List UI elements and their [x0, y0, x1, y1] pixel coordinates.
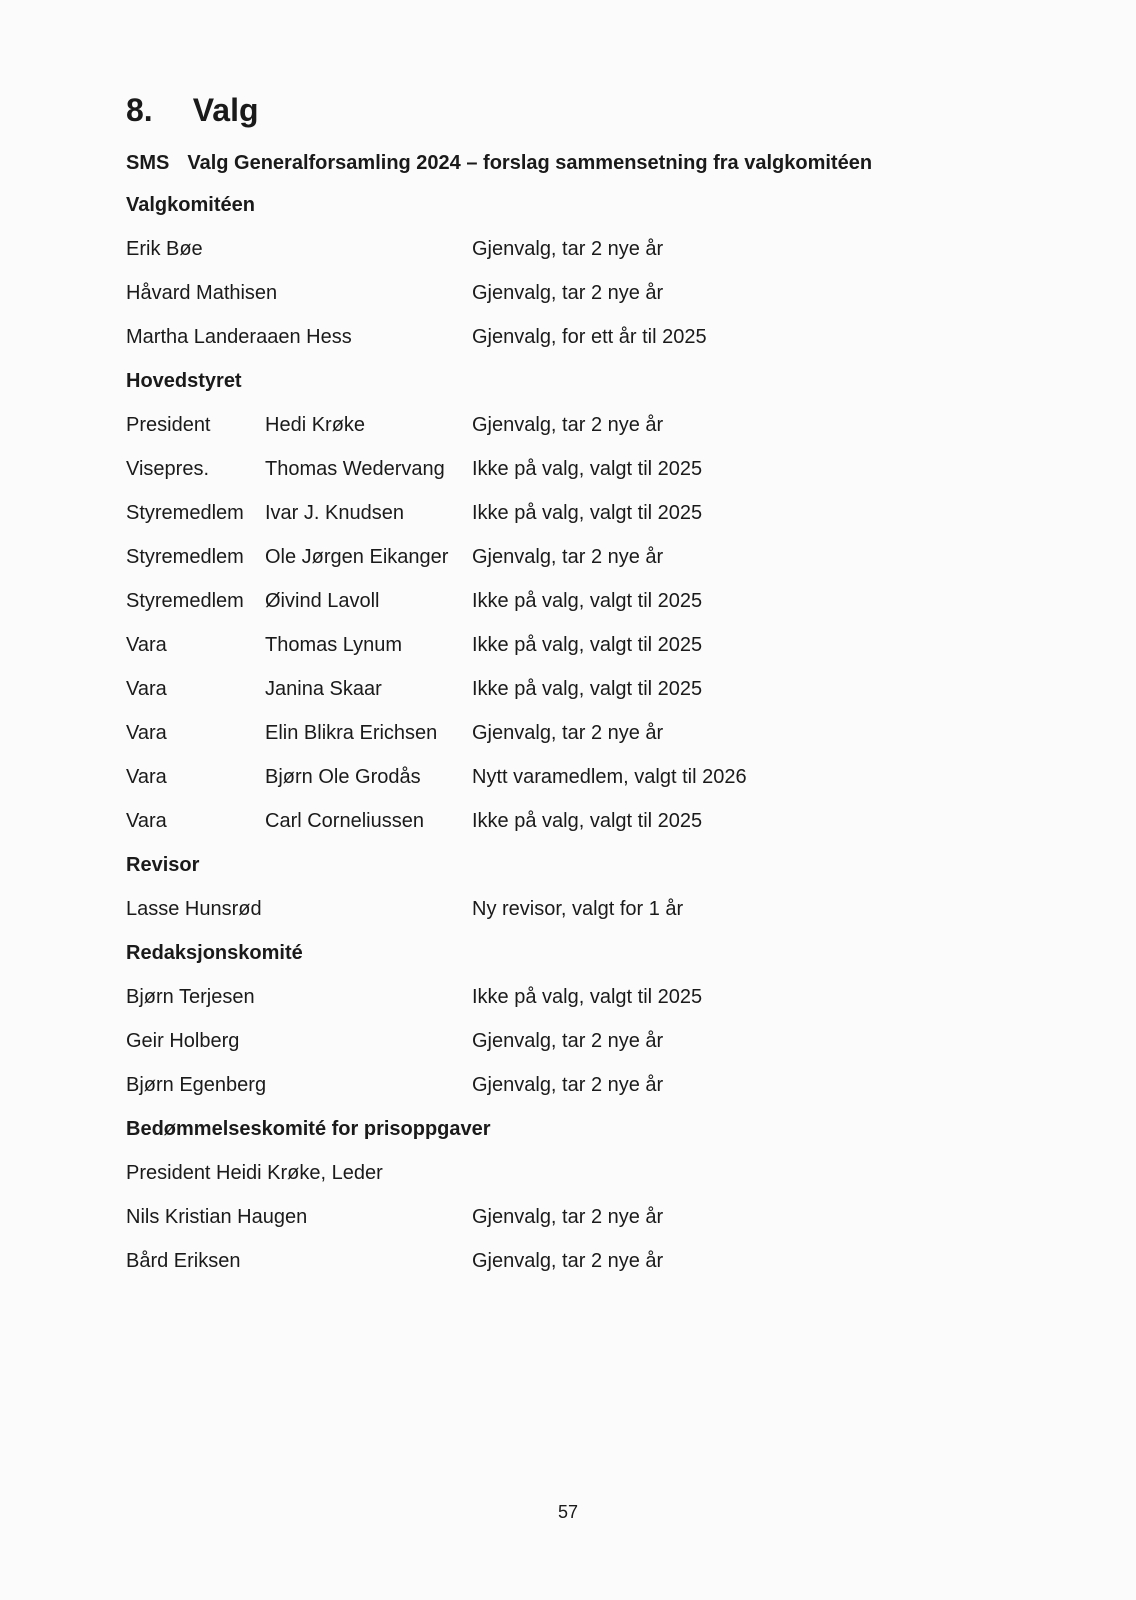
member-status: Gjenvalg, tar 2 nye år — [472, 282, 664, 304]
member-status: Gjenvalg, tar 2 nye år — [472, 1074, 664, 1096]
member-status: Gjenvalg, tar 2 nye år — [472, 238, 664, 260]
member-name: Lasse Hunsrød — [126, 898, 262, 920]
member-status: Ikke på valg, valgt til 2025 — [472, 678, 703, 700]
member-name: Bjørn Ole Grodås — [265, 766, 421, 788]
member-name: Thomas Wedervang — [265, 458, 445, 480]
member-status: Gjenvalg, tar 2 nye år — [472, 722, 664, 744]
subheading-prefix: SMS — [126, 152, 170, 174]
member-role: Styremedlem — [126, 502, 244, 524]
member-name: Øivind Lavoll — [265, 590, 380, 612]
member-role: Vara — [126, 722, 167, 744]
member-status: Gjenvalg, tar 2 nye år — [472, 1250, 664, 1272]
section-title-redaksjonskomite: Redaksjonskomité — [126, 942, 303, 964]
subheading-title: Valg Generalforsamling 2024 – forslag sammensetning fra valgkomitéen — [187, 152, 873, 174]
section-title-bedommelseskomite: Bedømmelseskomité for prisoppgaver — [126, 1118, 491, 1140]
member-name: Elin Blikra Erichsen — [265, 722, 438, 744]
member-role: Vara — [126, 634, 167, 656]
member-name: Ole Jørgen Eikanger — [265, 546, 449, 568]
member-status: Gjenvalg, for ett år til 2025 — [472, 326, 707, 348]
member-status: Ny revisor, valgt for 1 år — [472, 898, 684, 920]
member-role: Styremedlem — [126, 590, 244, 612]
member-name: Håvard Mathisen — [126, 282, 278, 304]
section-title-valgkomiteen: Valgkomitéen — [126, 194, 255, 216]
member-status: Ikke på valg, valgt til 2025 — [472, 458, 703, 480]
member-name: Geir Holberg — [126, 1030, 240, 1052]
member-role: Styremedlem — [126, 546, 244, 568]
member-role: Vara — [126, 810, 167, 832]
member-status: Gjenvalg, tar 2 nye år — [472, 414, 664, 436]
heading-title: Valg — [192, 92, 259, 128]
section-title-revisor: Revisor — [126, 854, 200, 876]
section-title-hovedstyret: Hovedstyret — [126, 370, 242, 392]
member-status: Nytt varamedlem, valgt til 2026 — [472, 766, 747, 788]
member-name: Hedi Krøke — [265, 414, 366, 436]
page-heading — [126, 92, 259, 129]
member-status: Ikke på valg, valgt til 2025 — [472, 590, 703, 612]
member-name: Martha Landeraaen Hess — [126, 326, 352, 348]
member-role: Vara — [126, 766, 167, 788]
member-name: Erik Bøe — [126, 238, 203, 260]
member-role: Vara — [126, 678, 167, 700]
member-status: Ikke på valg, valgt til 2025 — [472, 634, 703, 656]
member-name: President Heidi Krøke, Leder — [126, 1162, 383, 1184]
member-status: Gjenvalg, tar 2 nye år — [472, 1206, 664, 1228]
member-name: Bjørn Terjesen — [126, 986, 255, 1008]
member-status: Ikke på valg, valgt til 2025 — [472, 810, 703, 832]
member-name: Carl Corneliussen — [265, 810, 424, 832]
member-name: Bård Eriksen — [126, 1250, 241, 1272]
member-role: President — [126, 414, 211, 436]
heading-number: 8. — [126, 92, 153, 128]
member-name: Bjørn Egenberg — [126, 1074, 267, 1096]
member-status: Gjenvalg, tar 2 nye år — [472, 546, 664, 568]
page-number: 57 — [557, 1502, 579, 1522]
member-name: Nils Kristian Haugen — [126, 1206, 308, 1228]
member-name: Thomas Lynum — [265, 634, 403, 656]
member-name: Ivar J. Knudsen — [265, 502, 404, 524]
member-name: Janina Skaar — [265, 678, 382, 700]
member-status: Ikke på valg, valgt til 2025 — [472, 502, 703, 524]
subheading — [126, 152, 872, 175]
member-role: Visepres. — [126, 458, 210, 480]
member-status: Gjenvalg, tar 2 nye år — [472, 1030, 664, 1052]
member-status: Ikke på valg, valgt til 2025 — [472, 986, 703, 1008]
